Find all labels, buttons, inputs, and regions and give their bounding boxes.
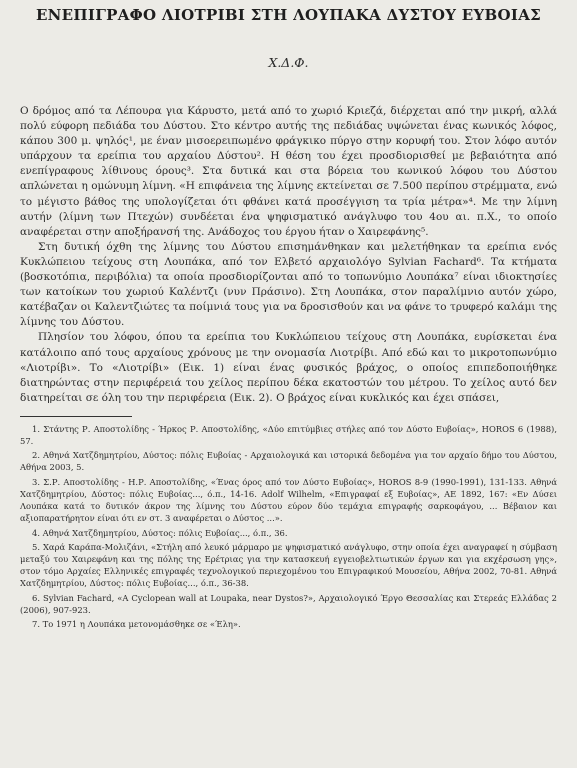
footnote: 7. Το 1971 η Λουπάκα μετονομάσθηκε σε «Έλη». [32,618,241,629]
footnote: 1. Στάντης Ρ. Αποστολίδης - Ήρκος Ρ. Αποστολίδης, «Δύο επιτύμβιες στήλες από τον Δύστο Ευβοίας», HOROS 6 (1988), 57. [20,423,557,447]
author-initials: Χ.Δ.Φ. [268,55,309,70]
footnote: 5. Χαρά Καράπα-Μολιζάνι, «Στήλη από λευκό μάρμαρο με ψηφισματικό ανάγλυφο, στην οποία έχει αναγραφεί η σύμβαση μεταξύ του Χαιρεφάνη και της πόλης της Ερέτριας για την κατασκευή εγγειοβελτιωτικών έργων και για εκχέρσωση γης», στον τόμο Αρχαίες Ελληνικές επιγραφές τεχνολογικού περιεχομένου του Επιγραφικού Μουσείου, Αθήνα 2002, 70-81. Αθηνά Χατζδημητρίου, Δύστος: πόλις Ευβοίας..., ό.π., 36-38. [20,541,557,589]
paragraph: Στη δυτική όχθη της λίμνης του Δύστου επισημάνθηκαν και μελετήθηκαν τα ερείπια ενός Κυκλώπειου τείχους στη Λουπάκα, από τον Ελβετό αρχαιολόγο Sylvian Fachard⁶. Τα κτήματα (βοσκοτόπια, περιβόλια) τα οποία προσδιορίζονται από το τοπωνύμιο Λουπάκα⁷ είναι ιδιοκτησίες των κατοίκων του χωριού Καλέντζι (νυν Πράσινο). Στη Λουπάκα, στον παραλίμνιο αυτόν χώρο, κατέβαζαν οι Καλεντζιώτες τα ποίμνιά τους για να δροσισθούν και να φάνε το τρυφερό καλάμι της λίμνης του Δύστου. [20,240,557,329]
paragraph: Πλησίον του λόφου, όπου τα ερείπια του Κυκλώπειου τείχους στη Λουπάκα, ευρίσκεται ένα κατάλοιπο από τους αρχαίους χρόνους με την ονομασία Λιοτρίβι. Από εδώ και το μικροτοπωνύμιο «Λιοτρίβι». Το «Λιοτρίβι» (Εικ. 1) είναι ένας φυσικός βράχος, ο οποίος επιπεδοποιήθηκε διατηρώντας στην περιφέρειά του χείλος περίπου δέκα εκατοστών του μέτρου. Το χείλος αυτό δεν διατηρείται σε όλη του την περιφέρεια (Εικ. 2). Ο βράχος είναι κυκλικός και έχει σπάσει, [20,331,557,404]
footnote: 4. Αθηνά Χατζδημητρίου, Δύστος: πόλις Ευβοίας..., ό.π., 36. [32,527,288,538]
paragraph: Ο δρόμος από τα Λέπουρα για Κάρυστο, μετά από το χωριό Κριεζά, διέρχεται από την μικρή, αλλά πολύ εύφορη πεδιάδα του Δύστου. Στο κέντρο αυτής της πεδιάδας υψώνεται ένας κωνικός λόφος, κάπου 300 μ. ψηλός¹, με έναν μισοερειπωμένο φράγκικο πύργο στην κορυφή του. Στον λόφο αυτόν υπάρχουν τα ερείπια του αρχαίου Δύστου². Η θέση του έχει προσδιορισθεί με βεβαιότητα από ενεπίγραφους λίθινους όρους³. Στα δυτικά και στα βόρεια του κωνικού λόφου του Δύστου απλώνεται η ομώνυμη λίμνη. «Η επιφάνεια της λίμνης εκτείνεται σε 7.500 περίπου στρέμματα, ενώ το μέγιστο βάθος της υπολογίζεται ότι φθάνει κατά προσέγγιση τα τρία μέτρα»⁴. Με την λίμνη αυτήν (λίμνη των Πτεχών) συνδέεται ένα ψηφισματικό ανάγλυφο του 4ου αι. π.Χ., το οποίο αναφέρεται στην αποξήρανσή της. Ανάδοχος του έργου ήταν ο Χαιρεφάνης⁵. [20,105,557,238]
footnotes [20,423,557,630]
footnote: 6. Sylvian Fachard, «A Cyclopean wall at Loupaka, near Dystos?», Αρχαιολογικό Έργο Θεσσαλίας και Στερεάς Ελλάδας 2 (2006), 907-923. [20,592,557,615]
footnote: 2. Αθηνά Χατζδημητρίου, Δύστος: πόλις Ευβοίας - Αρχαιολογικά και ιστορικά δεδομένα για τον αρχαίο δήμο του Δύστου, Αθήνα 2003, 5. [20,450,557,473]
article-body [20,104,557,406]
footnote: 3. Σ.Ρ. Αποστολίδης - Η.Ρ. Αποστολίδης, «Ένας όρος από τον Δύστο Ευβοίας», HOROS 8-9 (1990-1991), 131-133. Αθηνά Χατζδημητρίου, Δύστος: πόλις Ευβοίας..., ό.π., 14-16. Adolf Wilhelm, «Επιγραφαί εξ Ευβοίας», ΑΕ 1892, 167: «Εν Δύσει Λουπάκα κατά το δυτικόν άκρον της λίμνης του Δύστου εύρον δύο τεμάχια επιγραφής σαρκοφάγου, ... Βέβαιον και αξιοπαρατήρητον είναι ότι εν στ. 3 αναφέρεται ο Δύστος ...». [20,476,557,524]
article-title: ΕΝΕΠΙΓΡΑΦΟ ΛΙΟΤΡΙΒΙ ΣΤΗ ΛΟΥΠΑΚΑ ΔΥΣΤΟΥ ΕΥΒΟΙΑΣ [35,6,542,24]
footnote-divider [20,416,132,417]
